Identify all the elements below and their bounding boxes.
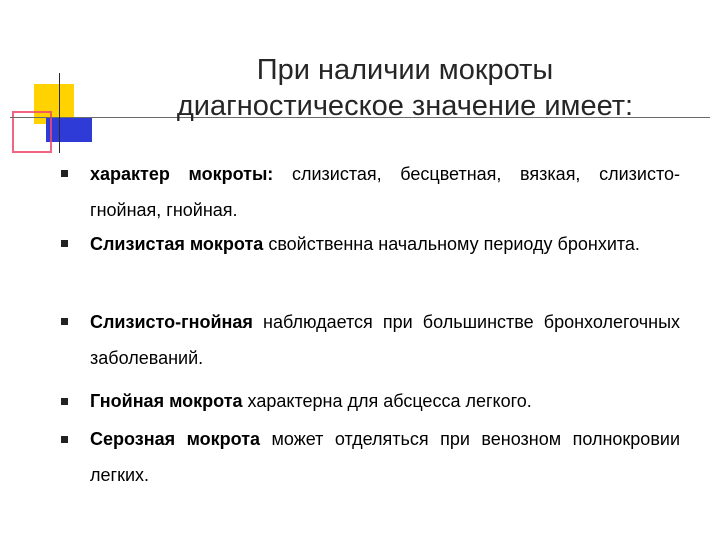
bullet-3-text: наблюдается при большинстве бронхолегочных заболеваний. [90,312,680,368]
slide-title-line-2: диагностическое значение имеет: [176,90,634,122]
slide-title [130,52,680,124]
bullet-square-icon [61,436,68,443]
decor-vertical-line [59,73,60,153]
decor-blue-square [46,118,92,142]
bullet-item-4 [90,383,680,419]
bullet-item-3 [90,304,680,376]
bullet-item-5 [90,421,680,493]
bullet-5-bold: Серозная мокрота [90,429,261,449]
bullet-square-icon [61,170,68,177]
bullet-1-text: слизистая, бесцветная, вязкая, слизисто-гнойная, гнойная. [90,164,680,220]
slide-title-line-1: При наличии мокроты [256,54,554,86]
bullet-square-icon [61,240,68,247]
bullet-4-text: характерна для абсцесса легкого. [242,391,532,411]
bullet-item-2 [90,226,680,262]
bullet-item-1 [90,156,680,228]
bullet-4-bold: Гнойная мокрота [90,391,243,411]
bullet-2-bold: Слизистая мокрота [90,234,264,254]
bullet-square-icon [61,398,68,405]
bullet-3-bold: Слизисто-гнойная [90,312,253,332]
bullet-5-text: может отделяться при венозном полнокровии легких. [90,429,680,485]
bullet-2-text: свойственна начальному периоду бронхита. [263,234,640,254]
bullet-1-bold: характер мокроты: [90,164,274,184]
bullet-square-icon [61,318,68,325]
